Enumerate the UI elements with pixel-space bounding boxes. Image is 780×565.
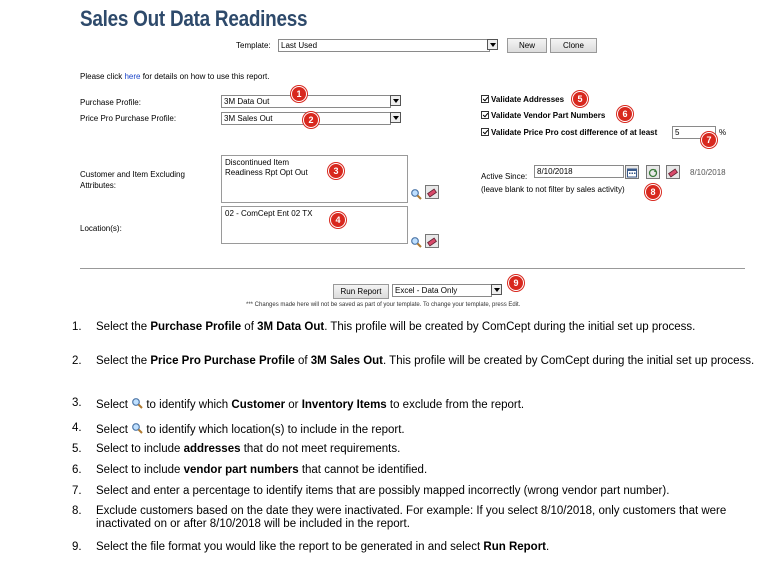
new-button[interactable]: New	[507, 38, 547, 53]
instruction-text: Select to include vendor part numbers that cannot be identified.	[96, 464, 428, 476]
instruction-text: Select to include addresses that do not meet requirements.	[96, 443, 401, 455]
refresh-icon[interactable]	[646, 165, 660, 179]
instruction-number: 2.	[72, 355, 82, 367]
excluding-label-line2: Attributes:	[80, 181, 117, 190]
price-pro-profile-label: Price Pro Purchase Profile:	[80, 114, 177, 123]
callout-badge-3: 3	[328, 163, 344, 179]
active-since-hint: (leave blank to not filter by sales activity)	[481, 185, 625, 194]
locations-label: Location(s):	[80, 224, 122, 233]
validate-vendor-label: Validate Vendor Part Numbers	[491, 111, 606, 120]
price-pro-profile-dropdown-icon[interactable]	[390, 112, 401, 123]
list-item[interactable]: Readiness Rpt Opt Out	[225, 168, 308, 177]
divider	[80, 268, 745, 269]
instruction-number: 6.	[72, 464, 82, 476]
purchase-profile-select[interactable]: 3M Data Out	[221, 95, 391, 108]
active-since-display: 8/10/2018	[690, 168, 726, 177]
help-suffix: for details on how to use this report.	[140, 72, 270, 81]
locations-list[interactable]	[221, 206, 408, 244]
instruction-number: 4.	[72, 422, 82, 434]
instruction-number: 5.	[72, 443, 82, 455]
callout-badge-8: 8	[645, 184, 661, 200]
validate-addresses-checkbox[interactable]	[481, 95, 489, 103]
clear-eraser-icon[interactable]	[666, 165, 680, 179]
active-since-input[interactable]: 8/10/2018	[534, 165, 624, 178]
active-since-label: Active Since:	[481, 172, 528, 181]
clone-button[interactable]: Clone	[550, 38, 597, 53]
instruction-text: Select and enter a percentage to identify items that are possibly mapped incorrectly (wrong vendor part number).	[96, 485, 670, 497]
template-dropdown-icon[interactable]	[487, 39, 498, 50]
instruction-number: 3.	[72, 397, 82, 409]
help-prefix: Please click	[80, 72, 125, 81]
template-note: *** Changes made here will not be saved as part of your template. To change your template, press Edit.	[246, 302, 521, 308]
page-title: Sales Out Data Readiness	[80, 6, 308, 31]
instruction-number: 7.	[72, 485, 82, 497]
instruction-text: Exclude customers based on the date they were inactivated. For example: If you select 8/10/2018, only customers that were inactivated on or after 8/10/2018 will be included in the report.	[96, 505, 727, 530]
run-report-button[interactable]: Run Report	[333, 284, 389, 299]
help-text	[80, 72, 269, 81]
search-icon[interactable]	[410, 236, 422, 248]
purchase-profile-label: Purchase Profile:	[80, 98, 141, 107]
callout-badge-1: 1	[291, 86, 307, 102]
template-label: Template:	[236, 41, 271, 50]
percent-unit: %	[719, 128, 727, 137]
callout-badge-2: 2	[303, 112, 319, 128]
callout-badge-5: 5	[572, 91, 588, 107]
callout-badge-4: 4	[330, 212, 346, 228]
excluding-list[interactable]	[221, 155, 408, 203]
instruction-text: Select the Price Pro Purchase Profile of 3M Sales Out. This profile will be created by ComCept during the initial set up process.	[96, 355, 755, 367]
instruction-text: Select to identify which location(s) to include in the report.	[96, 424, 405, 436]
search-icon	[131, 422, 143, 434]
callout-badge-9: 9	[508, 275, 524, 291]
instruction-number: 1.	[72, 321, 82, 333]
validate-vendor-checkbox[interactable]	[481, 111, 489, 119]
validate-price-label: Validate Price Pro cost difference of at least	[491, 128, 658, 137]
instruction-text: Select to identify which Customer or Inventory Items to exclude from the report.	[96, 399, 525, 411]
template-select[interactable]: Last Used	[278, 39, 490, 52]
price-pro-profile-select[interactable]: 3M Sales Out	[221, 112, 391, 125]
help-link[interactable]: here	[124, 72, 141, 81]
instruction-number: 8.	[72, 505, 82, 517]
instruction-number: 9.	[72, 541, 82, 553]
search-icon[interactable]	[410, 188, 422, 200]
list-item[interactable]: 02 - ComCept Ent 02 TX	[225, 209, 313, 218]
validate-price-checkbox[interactable]	[481, 128, 489, 136]
calendar-icon[interactable]	[625, 165, 639, 179]
instruction-text: Select the Purchase Profile of 3M Data Out. This profile will be created by ComCept during the initial set up process.	[96, 321, 696, 333]
list-item[interactable]: Discontinued Item	[225, 158, 290, 167]
price-percent-input[interactable]: 5	[672, 126, 716, 139]
instruction-text: Select the file format you would like the report to be generated in and select Run Report.	[96, 541, 550, 553]
validate-addresses-label: Validate Addresses	[491, 95, 565, 104]
report-format-select[interactable]: Excel - Data Only	[392, 284, 492, 297]
report-format-dropdown-icon[interactable]	[491, 284, 502, 295]
search-icon	[131, 397, 143, 409]
clear-eraser-icon[interactable]	[425, 234, 439, 248]
callout-badge-6: 6	[617, 106, 633, 122]
purchase-profile-dropdown-icon[interactable]	[390, 95, 401, 106]
excluding-label-line1: Customer and Item Excluding	[80, 170, 185, 179]
callout-badge-7: 7	[701, 132, 717, 148]
clear-eraser-icon[interactable]	[425, 185, 439, 199]
